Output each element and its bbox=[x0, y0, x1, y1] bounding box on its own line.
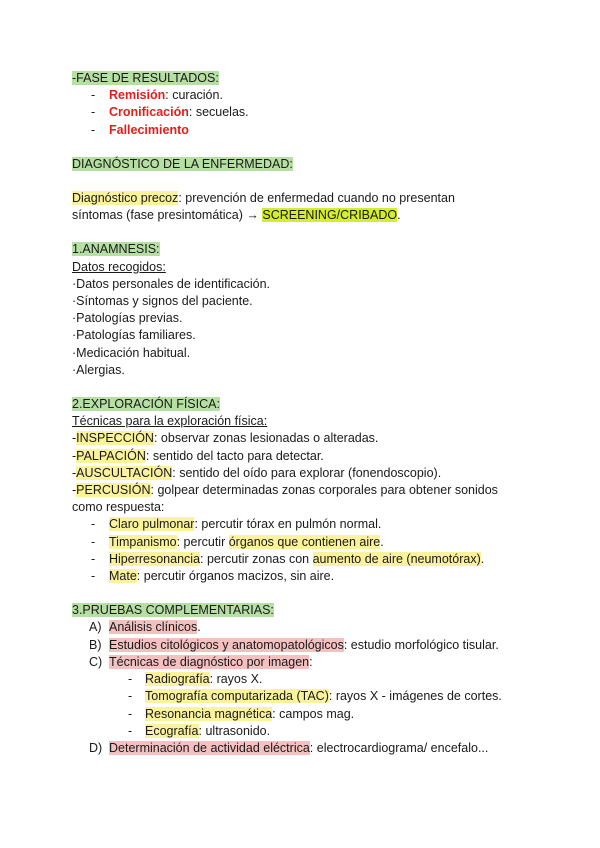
section-diagnostico-title: DIAGNÓSTICO DE LA ENFERMEDAD: bbox=[72, 156, 293, 171]
percusion-continuation: como respuesta: bbox=[72, 500, 165, 515]
list-item: - Claro pulmonar: percutir tórax en pulmón normal. bbox=[72, 516, 542, 533]
resultados-list bbox=[72, 87, 542, 139]
pruebas-list bbox=[72, 619, 542, 671]
list-item: - Remisión: curación. bbox=[72, 87, 542, 104]
technique-item: -PERCUSIÓN: golpear determinadas zonas corporales para obtener sonidos bbox=[72, 483, 498, 498]
list-item: - Hiperresonancia: percutir zonas con aumento de aire (neumotórax). bbox=[72, 551, 542, 568]
list-item: D) Determinación de actividad eléctrica: electrocardiograma/ encefalo... bbox=[89, 740, 489, 755]
technique-item: -PALPACIÓN: sentido del tacto para detectar. bbox=[72, 448, 324, 463]
list-item: ·Patologías familiares. bbox=[72, 328, 196, 343]
document-page bbox=[72, 70, 542, 757]
list-item: ·Síntomas y signos del paciente. bbox=[72, 294, 253, 309]
exploracion-subtitle: Técnicas para la exploración física: bbox=[72, 414, 268, 429]
diagnostico-precoz-line2: síntomas (fase presintomática) → SCREENING/CRIBADO. bbox=[72, 208, 401, 223]
technique-item: -AUSCULTACIÓN: sentido del oído para explorar (fonendoscopio). bbox=[72, 465, 442, 480]
list-item: - Resonancia magnética: campos mag. bbox=[72, 706, 542, 723]
section-pruebas-title: 3.PRUEBAS COMPLEMENTARIAS: bbox=[72, 603, 274, 618]
section-exploracion-title: 2.EXPLORACIÓN FÍSICA: bbox=[72, 397, 220, 412]
technique-item: -INSPECCIÓN: observar zonas lesionadas o alteradas. bbox=[72, 431, 379, 446]
anamnesis-subtitle: Datos recogidos: bbox=[72, 259, 166, 274]
title-highlight: -FASE DE RESULTADOS: bbox=[72, 71, 219, 85]
diagnostico-precoz-paragraph: Diagnóstico precoz: prevención de enfermedad cuando no presentan bbox=[72, 191, 455, 206]
percusion-sounds-list bbox=[72, 516, 542, 585]
list-item: ·Alergias. bbox=[72, 362, 125, 377]
list-item: ·Medicación habitual. bbox=[72, 345, 191, 360]
list-item: ·Patologías previas. bbox=[72, 311, 183, 326]
pruebas-list-cont bbox=[72, 740, 542, 757]
list-item: - Cronificación: secuelas. bbox=[72, 104, 542, 121]
list-item: C) Técnicas de diagnóstico por imagen: bbox=[89, 654, 313, 669]
list-item: - Mate: percutir órganos macizos, sin aire. bbox=[72, 568, 542, 585]
list-item: B) Estudios citológicos y anatomopatológicos: estudio morfológico tisular. bbox=[89, 637, 499, 652]
list-item: A) Análisis clínicos. bbox=[89, 620, 201, 635]
list-item: - Fallecimiento bbox=[72, 122, 542, 139]
list-item: - Radiografía: rayos X. bbox=[72, 671, 542, 688]
list-item: - Tomografía computarizada (TAC): rayos X - imágenes de cortes. bbox=[72, 688, 542, 705]
list-item: - Ecografía: ultrasonido. bbox=[72, 723, 542, 740]
list-item: ·Datos personales de identificación. bbox=[72, 276, 271, 291]
section-resultados-title bbox=[72, 70, 542, 87]
list-item: - Timpanismo: percutir órganos que contienen aire. bbox=[72, 534, 542, 551]
section-anamnesis-title: 1.ANAMNESIS: bbox=[72, 242, 160, 257]
imagen-list bbox=[72, 671, 542, 740]
